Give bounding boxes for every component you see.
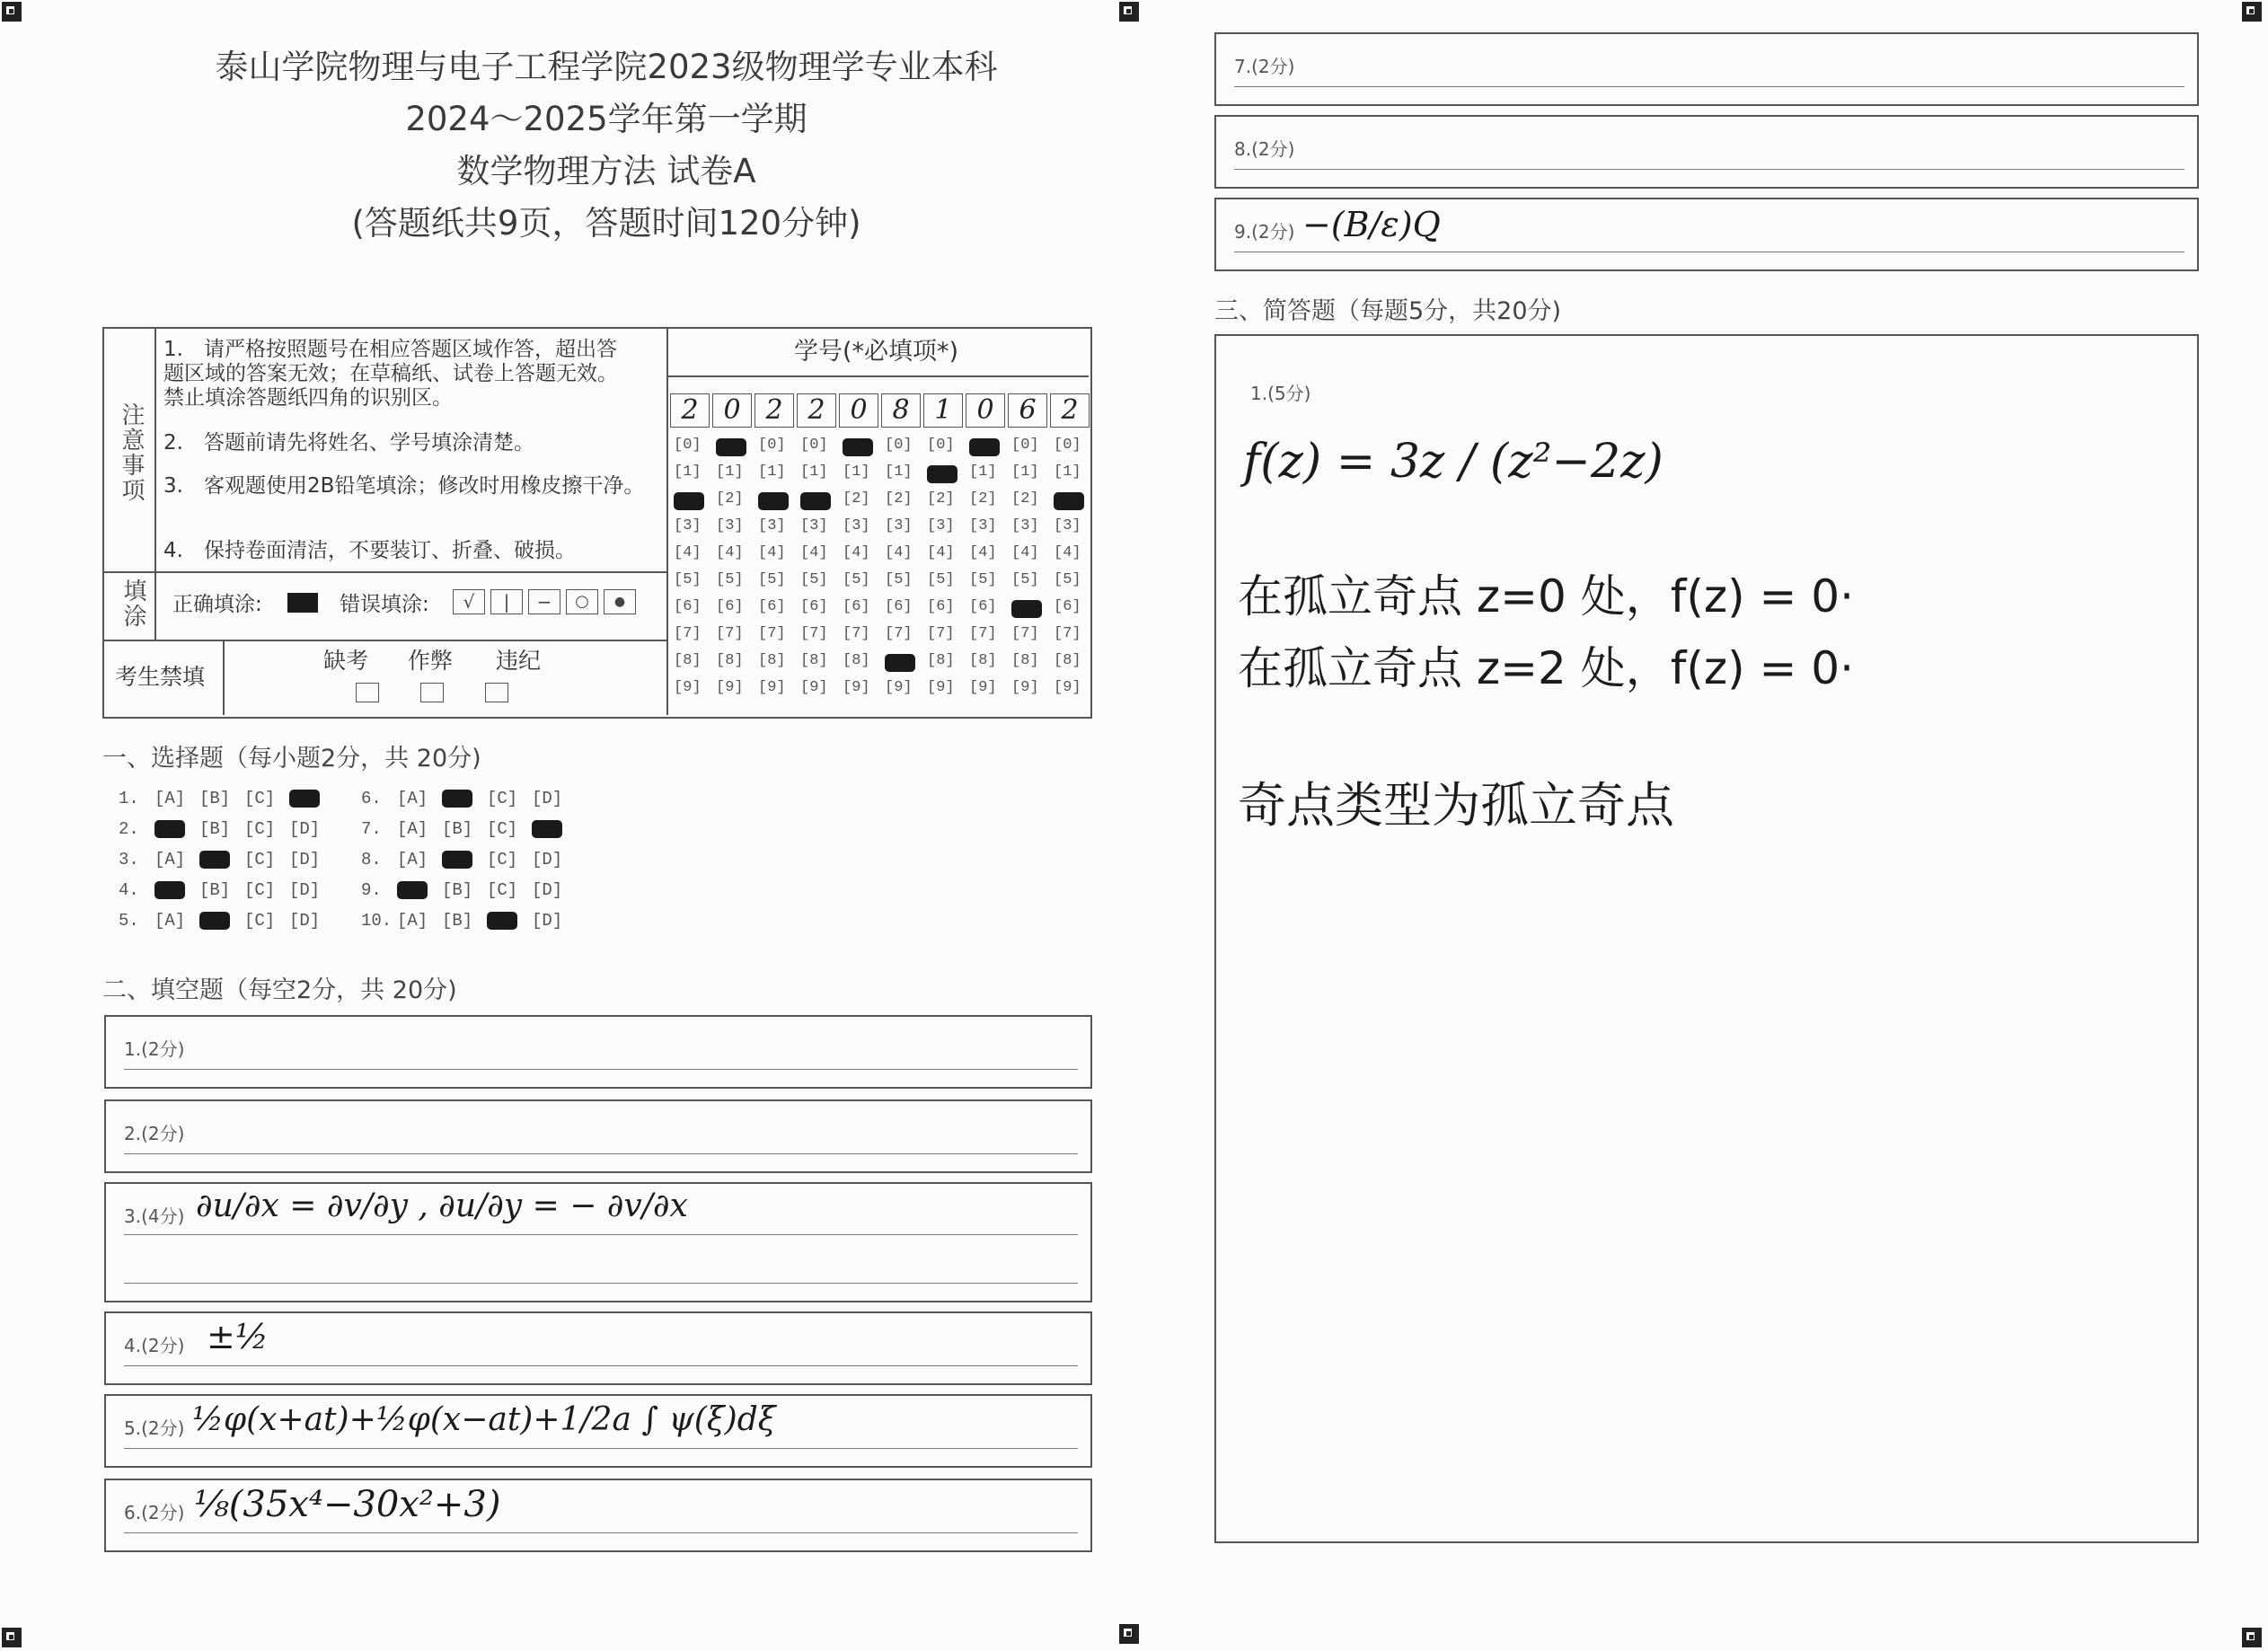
student-id-bubble[interactable]: [6] xyxy=(927,598,955,615)
student-id-bubble[interactable]: [5] xyxy=(716,571,744,588)
student-id-bubble[interactable]: [9] xyxy=(927,679,955,696)
student-id-digit: 2 xyxy=(670,393,710,428)
fill-blank-3-label: 3.(4分) xyxy=(124,1205,185,1227)
fill-blank-2[interactable] xyxy=(104,1099,1092,1173)
wrong-mark-bar: | xyxy=(490,589,523,614)
student-id-bubble[interactable]: [9] xyxy=(1054,679,1081,696)
short-answer-1-line1: f(z) = 3z / (z²−2z) xyxy=(1243,435,1663,489)
student-id-bubble[interactable]: [1] xyxy=(1011,464,1039,481)
mc-option-filled[interactable] xyxy=(199,851,230,869)
exam-header-line3: 数学物理方法 试卷A xyxy=(456,152,756,190)
mc-option-filled[interactable] xyxy=(532,820,562,838)
student-id-bubble[interactable]: [4] xyxy=(674,544,702,561)
mc-option[interactable]: [D] xyxy=(532,880,563,900)
student-id-bubble-filled[interactable] xyxy=(716,438,746,456)
student-id-bubble[interactable]: [0] xyxy=(1054,437,1081,454)
student-id-bubble[interactable]: [8] xyxy=(758,652,786,669)
student-id-bubble-filled[interactable] xyxy=(674,492,704,510)
mc-option[interactable]: [C] xyxy=(244,789,276,808)
registration-mark-top-left xyxy=(2,2,22,22)
student-id-bubble[interactable]: [3] xyxy=(969,517,997,534)
correct-fill-sample xyxy=(287,593,318,613)
student-id-digit: 2 xyxy=(755,393,794,428)
student-id-bubble[interactable]: [9] xyxy=(800,679,828,696)
student-id-bubble[interactable]: [2] xyxy=(843,490,870,508)
mc-option[interactable]: [C] xyxy=(487,850,518,870)
student-id-bubble-filled[interactable] xyxy=(1054,492,1084,510)
section2-title: 二、填空题（每空2分，共 20分) xyxy=(102,976,457,1004)
student-id-digit: 0 xyxy=(839,393,878,428)
student-id-bubble[interactable]: [0] xyxy=(927,437,955,454)
student-id-bubble[interactable]: [1] xyxy=(758,464,786,481)
short-answer-1-label: 1.(5分) xyxy=(1250,383,1311,404)
wrong-mark-dash: − xyxy=(528,589,560,614)
student-id-bubble-filled[interactable] xyxy=(1011,600,1042,618)
student-id-bubble[interactable]: [6] xyxy=(843,598,870,615)
mc-option[interactable]: [D] xyxy=(289,819,321,839)
exam-header-line1: 泰山学院物理与电子工程学院2023级物理学专业本科 xyxy=(215,48,998,86)
student-id-bubble[interactable]: [7] xyxy=(758,625,786,642)
violation-checkbox[interactable] xyxy=(485,683,508,702)
student-id-bubble[interactable]: [4] xyxy=(927,544,955,561)
mc-question-number: 10. xyxy=(361,911,393,931)
mc-option[interactable]: [A] xyxy=(397,819,428,839)
student-id-bubble[interactable]: [4] xyxy=(843,544,870,561)
mc-option[interactable]: [B] xyxy=(442,880,473,900)
student-id-bubble[interactable]: [5] xyxy=(1011,571,1039,588)
fill-blank-8-label: 8.(2分) xyxy=(1234,138,1295,160)
mc-option[interactable]: [B] xyxy=(199,880,231,900)
mc-option[interactable]: [D] xyxy=(289,911,321,931)
student-id-bubble[interactable]: [3] xyxy=(716,517,744,534)
fill-blank-8[interactable] xyxy=(1214,115,2199,189)
student-id-bubble[interactable]: [5] xyxy=(927,571,955,588)
student-id-bubble[interactable]: [5] xyxy=(674,571,702,588)
mc-option[interactable]: [B] xyxy=(199,819,231,839)
student-id-bubble-filled[interactable] xyxy=(885,654,915,672)
short-answer-1[interactable] xyxy=(1214,334,2199,1543)
student-id-bubble[interactable]: [6] xyxy=(758,598,786,615)
student-id-bubble[interactable]: [7] xyxy=(716,625,744,642)
mc-option-filled[interactable] xyxy=(154,881,185,899)
absent-label: 缺考 xyxy=(323,648,369,674)
registration-mark-top-center xyxy=(1119,2,1139,22)
exam-header-line2: 2024～2025学年第一学期 xyxy=(405,100,807,138)
student-id-bubble[interactable]: [0] xyxy=(1011,437,1039,454)
student-id-bubble[interactable]: [8] xyxy=(674,652,702,669)
registration-mark-bottom-right xyxy=(2242,1628,2262,1647)
student-id-bubble[interactable]: [1] xyxy=(885,464,913,481)
student-id-bubble-filled[interactable] xyxy=(969,438,1000,456)
mc-question-number: 3. xyxy=(119,850,139,870)
wrong-mark-circle: ○ xyxy=(566,589,598,614)
mc-option-filled[interactable] xyxy=(289,790,320,808)
exam-header-line4: (答题纸共9页，答题时间120分钟) xyxy=(351,204,861,243)
notice-item-1: 1. 请严格按照题号在相应答题区域作答，超出答题区域的答案无效；在草稿纸、试卷上答题无效。禁止填涂答题纸四角的识别区。 xyxy=(163,338,618,410)
student-id-digit: 6 xyxy=(1008,393,1047,428)
student-id-bubble[interactable]: [0] xyxy=(674,437,702,454)
student-id-bubble[interactable]: [4] xyxy=(758,544,786,561)
mc-option-filled[interactable] xyxy=(154,820,185,838)
student-id-bubble[interactable]: [4] xyxy=(885,544,913,561)
mc-question-number: 2. xyxy=(119,819,139,839)
mc-option[interactable]: [A] xyxy=(154,789,186,808)
student-id-digit: 0 xyxy=(966,393,1005,428)
mc-option[interactable]: [C] xyxy=(487,789,518,808)
fill-blank-3-answer: ∂u/∂x = ∂v/∂y , ∂u/∂y = − ∂v/∂x xyxy=(196,1187,688,1224)
student-id-bubble[interactable]: [5] xyxy=(758,571,786,588)
student-id-bubble-filled[interactable] xyxy=(800,492,831,510)
cheat-label: 作弊 xyxy=(408,648,454,674)
mc-option[interactable]: [A] xyxy=(397,911,428,931)
fill-blank-3[interactable] xyxy=(104,1182,1092,1302)
fill-blank-9-answer: −(B/ε)Q xyxy=(1302,205,1441,244)
notice-label: 注意事项 xyxy=(118,402,145,503)
section3-title: 三、简答题（每题5分，共20分) xyxy=(1214,297,1562,325)
mc-option[interactable]: [C] xyxy=(244,880,276,900)
student-id-bubble[interactable]: [1] xyxy=(843,464,870,481)
mc-option[interactable]: [C] xyxy=(487,880,518,900)
student-id-bubble-filled[interactable] xyxy=(758,492,789,510)
wrong-fill-samples xyxy=(453,589,636,614)
mc-option[interactable]: [B] xyxy=(442,911,473,931)
student-id-bubble[interactable]: [0] xyxy=(885,437,913,454)
fill-blank-1-label: 1.(2分) xyxy=(124,1038,185,1060)
student-id-digit: 1 xyxy=(923,393,963,428)
short-answer-1-line4: 奇点类型为孤立奇点 xyxy=(1238,777,1674,834)
student-id-bubble-filled[interactable] xyxy=(927,465,958,483)
mc-option[interactable]: [C] xyxy=(244,819,276,839)
student-id-bubble[interactable]: [3] xyxy=(1054,517,1081,534)
student-id-bubble[interactable]: [2] xyxy=(885,490,913,508)
student-id-bubble[interactable]: [1] xyxy=(800,464,828,481)
student-id-label: 学号(*必填项*) xyxy=(794,338,959,366)
student-id-bubble[interactable]: [1] xyxy=(716,464,744,481)
student-id-bubble[interactable]: [0] xyxy=(800,437,828,454)
mc-option[interactable]: [A] xyxy=(397,789,428,808)
mc-option[interactable]: [C] xyxy=(244,850,276,870)
fill-blank-9[interactable] xyxy=(1214,198,2199,271)
student-id-bubble[interactable]: [3] xyxy=(674,517,702,534)
student-id-bubble[interactable]: [4] xyxy=(1054,544,1081,561)
mc-question-number: 4. xyxy=(119,880,139,900)
student-id-bubble[interactable]: [9] xyxy=(716,679,744,696)
notice-item-3: 3. 客观题使用2B铅笔填涂；修改时用橡皮擦干净。 xyxy=(163,474,645,498)
student-id-bubble[interactable]: [5] xyxy=(885,571,913,588)
student-id-bubble[interactable]: [7] xyxy=(1011,625,1039,642)
student-id-bubble[interactable]: [8] xyxy=(1011,652,1039,669)
mc-option-filled[interactable] xyxy=(199,912,230,930)
student-id-bubble[interactable]: [9] xyxy=(885,679,913,696)
wrong-fill-label: 错误填涂: xyxy=(340,593,429,616)
mc-question-number: 5. xyxy=(119,911,139,931)
mc-option[interactable]: [B] xyxy=(442,819,473,839)
student-id-bubble[interactable]: [6] xyxy=(1054,598,1081,615)
student-id-bubble[interactable]: [8] xyxy=(927,652,955,669)
student-id-bubble[interactable]: [9] xyxy=(758,679,786,696)
fill-blank-5[interactable] xyxy=(104,1394,1092,1468)
student-id-digit: 0 xyxy=(712,393,752,428)
student-id-bubble[interactable]: [8] xyxy=(969,652,997,669)
mc-option[interactable]: [D] xyxy=(289,880,321,900)
fill-blank-2-label: 2.(2分) xyxy=(124,1123,185,1144)
mc-option[interactable]: [A] xyxy=(397,850,428,870)
student-id-bubble[interactable]: [7] xyxy=(969,625,997,642)
student-id-bubble[interactable]: [5] xyxy=(843,571,870,588)
violation-label: 违纪 xyxy=(496,648,542,674)
notice-item-2: 2. 答题前请先将姓名、学号填涂清楚。 xyxy=(163,431,534,455)
student-id-bubble[interactable]: [0] xyxy=(758,437,786,454)
mc-question-number: 7. xyxy=(361,819,382,839)
student-id-bubble[interactable]: [3] xyxy=(758,517,786,534)
fill-blank-5-answer: ½φ(x+at)+½φ(x−at)+1/2a ∫ ψ(ξ)dξ xyxy=(192,1401,776,1438)
student-id-bubble[interactable]: [3] xyxy=(1011,517,1039,534)
student-id-bubble[interactable]: [7] xyxy=(843,625,870,642)
mc-option[interactable]: [C] xyxy=(244,911,276,931)
fill-blank-1[interactable] xyxy=(104,1015,1092,1089)
mc-option[interactable]: [A] xyxy=(154,850,186,870)
student-id-bubble[interactable]: [4] xyxy=(1011,544,1039,561)
mc-option[interactable]: [B] xyxy=(199,789,231,808)
student-id-bubble[interactable]: [2] xyxy=(927,490,955,508)
student-id-bubble[interactable]: [6] xyxy=(716,598,744,615)
student-id-bubble[interactable]: [7] xyxy=(927,625,955,642)
fill-blank-5-label: 5.(2分) xyxy=(124,1417,185,1439)
mc-option-filled[interactable] xyxy=(442,851,472,869)
student-id-bubble[interactable]: [2] xyxy=(969,490,997,508)
mc-option[interactable]: [A] xyxy=(154,911,186,931)
mc-question-number: 9. xyxy=(361,880,382,900)
notice-item-4: 4. 保持卷面清洁，不要装订、折叠、破损。 xyxy=(163,539,576,562)
cheat-checkbox[interactable] xyxy=(420,683,444,702)
student-id-bubble[interactable]: [5] xyxy=(1054,571,1081,588)
student-id-bubble[interactable]: [8] xyxy=(843,652,870,669)
student-id-bubble[interactable]: [2] xyxy=(1011,490,1039,508)
student-id-bubble[interactable]: [3] xyxy=(800,517,828,534)
registration-mark-bottom-center xyxy=(1119,1624,1139,1644)
correct-fill-label: 正确填涂: xyxy=(172,593,262,616)
mc-option[interactable]: [C] xyxy=(487,819,518,839)
mc-option-filled[interactable] xyxy=(487,912,517,930)
student-id-bubble[interactable]: [8] xyxy=(1054,652,1081,669)
student-id-bubble[interactable]: [5] xyxy=(969,571,997,588)
student-id-bubble[interactable]: [9] xyxy=(1011,679,1039,696)
mc-option[interactable]: [D] xyxy=(532,789,563,808)
student-id-digit: 2 xyxy=(797,393,836,428)
student-id-bubble[interactable]: [4] xyxy=(716,544,744,561)
fill-blank-4-answer: ±½ xyxy=(207,1317,269,1356)
student-id-bubble[interactable]: [6] xyxy=(674,598,702,615)
student-id-bubble[interactable]: [2] xyxy=(716,490,744,508)
student-id-bubble[interactable]: [3] xyxy=(885,517,913,534)
fill-blank-6[interactable] xyxy=(104,1479,1092,1552)
student-id-digit: 8 xyxy=(881,393,921,428)
fill-blank-7-label: 7.(2分) xyxy=(1234,56,1295,77)
wrong-mark-check: √ xyxy=(453,589,485,614)
mc-question-number: 6. xyxy=(361,789,382,808)
student-id-bubble[interactable]: [4] xyxy=(800,544,828,561)
wrong-mark-dot: ● xyxy=(604,589,636,614)
student-id-bubble[interactable]: [1] xyxy=(1054,464,1081,481)
fill-blank-6-label: 6.(2分) xyxy=(124,1502,185,1523)
student-id-bubble[interactable]: [3] xyxy=(843,517,870,534)
student-id-bubble[interactable]: [7] xyxy=(1054,625,1081,642)
mc-option-filled[interactable] xyxy=(397,881,428,899)
student-id-bubble-filled[interactable] xyxy=(843,438,873,456)
short-answer-1-line3: 在孤立奇点 z=2 处，f(z) = 0· xyxy=(1238,642,1854,694)
fill-blank-7[interactable] xyxy=(1214,32,2199,106)
student-id-bubble[interactable]: [9] xyxy=(674,679,702,696)
student-id-bubble[interactable]: [9] xyxy=(969,679,997,696)
fill-label: 填涂 xyxy=(119,578,146,629)
mc-question-number: 1. xyxy=(119,789,139,808)
fill-blank-4-label: 4.(2分) xyxy=(124,1335,185,1356)
student-id-bubble[interactable]: [1] xyxy=(674,464,702,481)
student-id-bubble[interactable]: [6] xyxy=(800,598,828,615)
mc-option[interactable]: [D] xyxy=(532,850,563,870)
student-id-bubble[interactable]: [9] xyxy=(843,679,870,696)
student-id-bubble[interactable]: [3] xyxy=(927,517,955,534)
registration-mark-top-right xyxy=(2242,2,2262,22)
fill-blank-4[interactable] xyxy=(104,1311,1092,1385)
fill-blank-6-answer: ⅛(35x⁴−30x²+3) xyxy=(194,1484,501,1525)
student-id-bubble[interactable]: [7] xyxy=(800,625,828,642)
section1-title: 一、选择题（每小题2分，共 20分) xyxy=(102,745,481,773)
mc-option[interactable]: [D] xyxy=(532,911,563,931)
fill-blank-9-label: 9.(2分) xyxy=(1234,221,1295,243)
student-id-bubble[interactable]: [8] xyxy=(716,652,744,669)
student-id-bubble[interactable]: [8] xyxy=(800,652,828,669)
student-id-bubble[interactable]: [6] xyxy=(885,598,913,615)
mc-question-number: 8. xyxy=(361,850,382,870)
mc-option[interactable]: [D] xyxy=(289,850,321,870)
exam-forbidden-label: 考生禁填 xyxy=(115,664,206,690)
student-id-bubble[interactable]: [7] xyxy=(674,625,702,642)
student-id-digit: 2 xyxy=(1050,393,1090,428)
student-id-bubble[interactable]: [7] xyxy=(885,625,913,642)
mc-option-filled[interactable] xyxy=(442,790,472,808)
student-id-bubble[interactable]: [4] xyxy=(969,544,997,561)
student-id-bubble[interactable]: [5] xyxy=(800,571,828,588)
short-answer-1-line2: 在孤立奇点 z=0 处，f(z) = 0· xyxy=(1238,570,1854,622)
student-id-bubble[interactable]: [6] xyxy=(969,598,997,615)
registration-mark-bottom-left xyxy=(2,1628,22,1647)
absent-checkbox[interactable] xyxy=(356,683,379,702)
student-id-bubble[interactable]: [1] xyxy=(969,464,997,481)
